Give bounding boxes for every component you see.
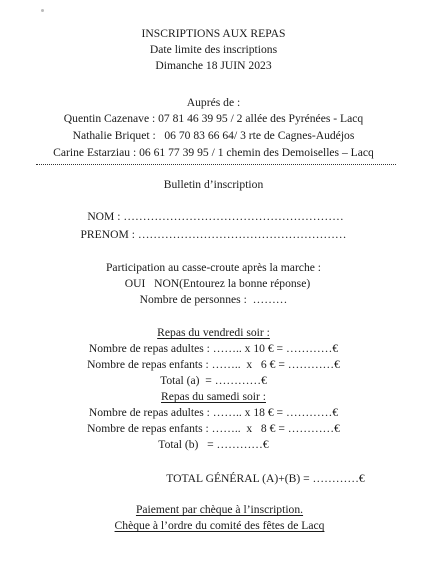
vendredi-adultes-line[interactable]: Nombre de repas adultes : …….. x 10 € = …………€ <box>88 342 339 355</box>
deadline-date: Dimanche 18 JUIN 2023 <box>155 59 272 72</box>
contact-quentin: Quentin Cazenave : 07 81 46 39 95 / 2 allée des Pyrénées - Lacq <box>63 112 364 125</box>
scan-speck <box>41 9 44 12</box>
samedi-total[interactable]: Total (b) = …………€ <box>158 438 269 451</box>
dotted-separator <box>36 164 396 165</box>
samedi-enfants-line[interactable]: Nombre de repas enfants : …….. x 8 € = …………€ <box>87 422 340 435</box>
deadline-label: Date limite des inscriptions <box>149 43 278 56</box>
prenom-field[interactable]: PRENOM : ……………………………………………… <box>80 228 347 241</box>
contact-carine: Carine Estarziau : 06 61 77 39 95 / 1 chemin des Demoiselles – Lacq <box>53 146 374 159</box>
form-title: INSCRIPTIONS AUX REPAS <box>141 27 286 40</box>
contact-nathalie: Nathalie Briquet : 06 70 83 66 64/ 3 rte de Cagnes-Audéjos <box>72 129 355 142</box>
total-general[interactable]: TOTAL GÉNÉRAL (A)+(B) = …………€ <box>166 472 365 485</box>
vendredi-enfants-line[interactable]: Nombre de repas enfants : …….. x 6 € = …………€ <box>87 358 340 371</box>
payment-cheque-order: Chèque à l’ordre du comité des fêtes de Lacq <box>114 519 325 532</box>
vendredi-heading: Repas du vendredi soir : <box>157 326 270 339</box>
nom-field[interactable]: NOM : ………………………………………………… <box>87 210 344 223</box>
contacts-heading: Auprés de : <box>186 96 241 109</box>
nombre-personnes-field[interactable]: Nombre de personnes : ……… <box>139 293 288 306</box>
payment-note: Paiement par chèque à l’inscription. <box>135 503 304 516</box>
samedi-adultes-line[interactable]: Nombre de repas adultes : …….. x 18 € = …………€ <box>88 406 339 419</box>
oui-non-choice[interactable]: OUI NON(Entourez la bonne réponse) <box>124 277 311 290</box>
vendredi-total[interactable]: Total (a) = …………€ <box>160 374 267 387</box>
bulletin-title: Bulletin d’inscription <box>163 178 264 191</box>
participation-question: Participation au casse-croute après la marche : <box>105 261 322 274</box>
samedi-heading: Repas du samedi soir : <box>161 390 266 403</box>
